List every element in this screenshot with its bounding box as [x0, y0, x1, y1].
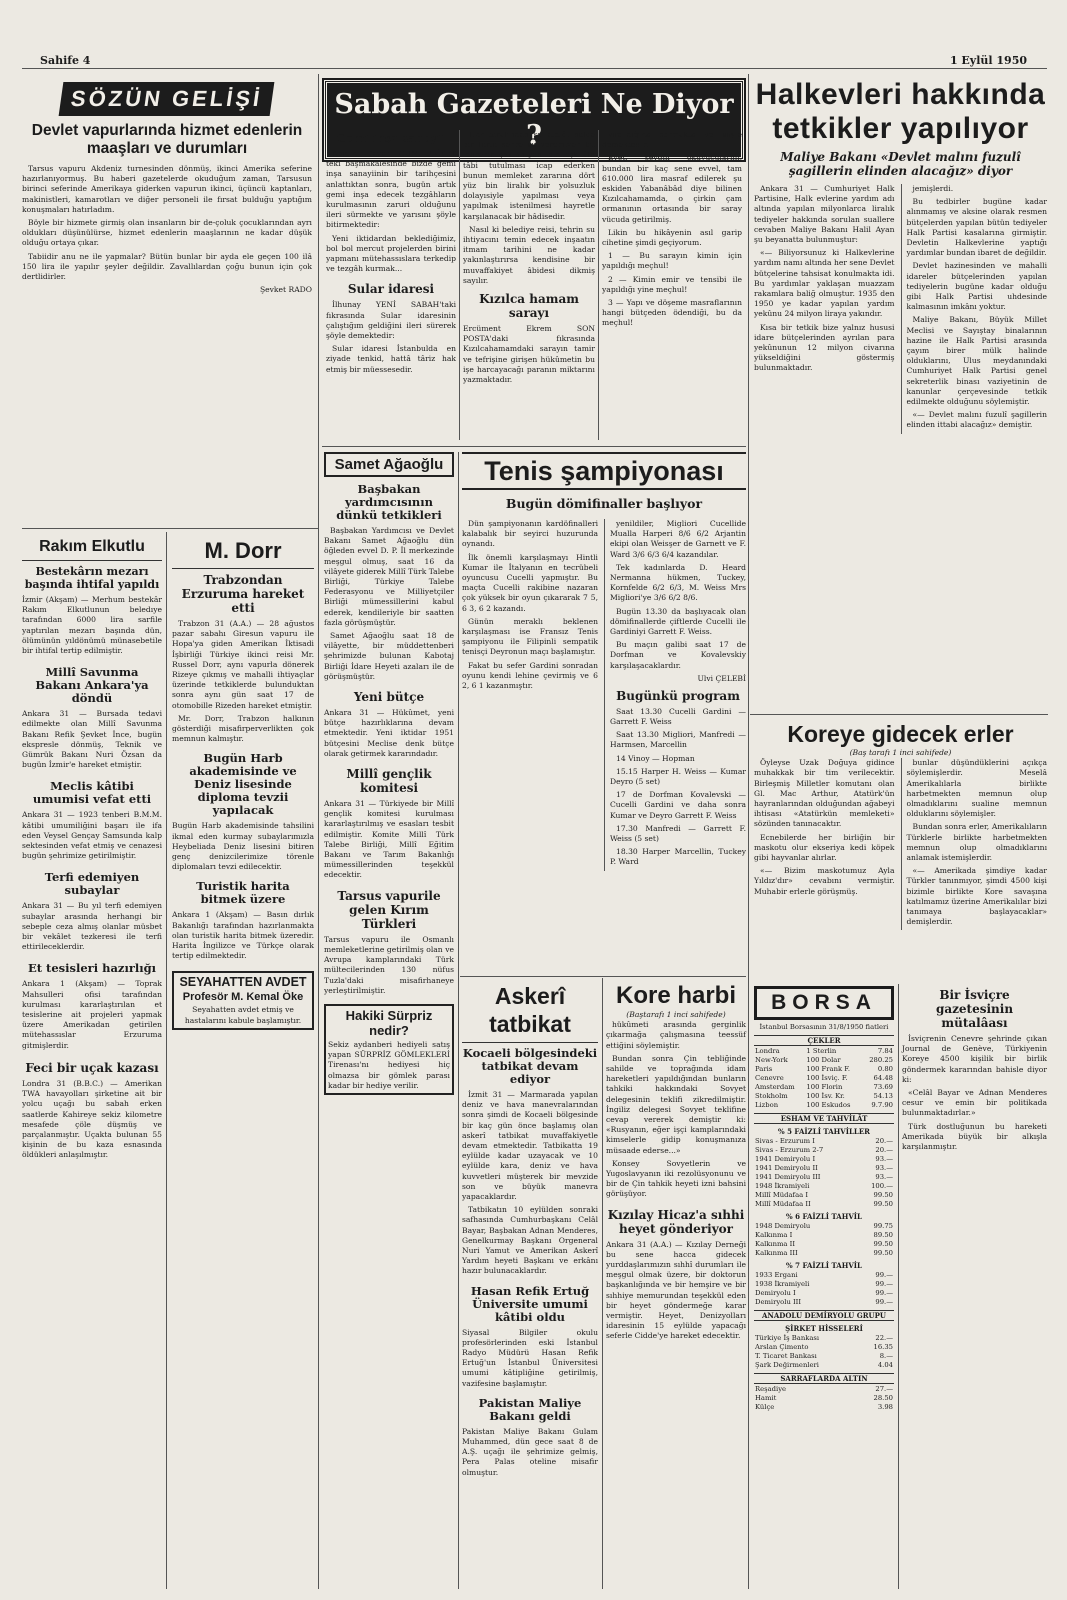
kore-body — [606, 1020, 746, 1199]
cell: 28.50 — [873, 1394, 893, 1403]
samet-column — [324, 452, 454, 1588]
cell: 1948 İkramiyeli — [755, 1182, 810, 1191]
faiz5-table — [754, 1137, 894, 1209]
ucak-kazasi-body: Londra 31 (B.B.C.) — Amerikan TWA havayolları şirketine ait bir yolcu uçağı bu sabah erken saatlerde Kahireye sekiz kilometre mesafede çöle düşmüş ve parçalanmıştır. Uçakta bulunan 55 kişinin de bu kaza esnasında öldükleri anlaşılmıştır. — [22, 1078, 162, 1160]
koreye-columns — [754, 758, 1047, 930]
cell: 99.75 — [873, 1222, 893, 1231]
surpriz-ad-body: Sekiz aydanberi hediyeli satış yapan SÜRPRİZ GÖMLEKLERİ Tirenası'nı hediyesi hiç olmazsa bir gömlek parası kadar bir hediye verilir. — [328, 1039, 450, 1090]
column-rule — [602, 978, 603, 1589]
cell: 99.50 — [873, 1191, 893, 1200]
tenis-paragraph: yenildiler, Migliori Cucellide Mualla Harperi 8/6 6/2 Arjantin ekipi olan Weisşer de Garnett ve F. Ward 3/6 6/3 6/4 kazandılar. — [610, 519, 746, 559]
koreye-paragraph: Bundan sonra erler, Amerikalıların Türklerle birlikte harbetmekten memnun olup olmadıklarını anlamak istemişlerdir. — [906, 822, 1047, 863]
koreye-headline: Koreye gidecek erler — [787, 721, 1014, 747]
table-row — [754, 1173, 894, 1182]
table-row — [754, 1271, 894, 1280]
tenis-col2-body — [610, 519, 746, 671]
column-rule — [459, 130, 460, 440]
table-row — [754, 1047, 894, 1056]
table-row — [754, 1231, 894, 1240]
cell: 100 Frank F. — [806, 1065, 851, 1074]
cell: Stokholm — [755, 1092, 788, 1101]
sozun-paragraph: Böyle bir hizmete girmiş olan insanların bir de-çoluk çocuklarından ayrı oldukları düşünülürse, hizmet edenlerin maaşlarının ne kadar düşük olduğu ortaya çıkar. — [22, 218, 312, 248]
isvicre-paragraph: «Celâl Bayar ve Adnan Menderes cesur ve emin bir politikada bulunmaktadırlar.» — [902, 1088, 1047, 1118]
cell: Amsterdam — [755, 1083, 795, 1092]
koreye-paragraph: Ecnebilerde her birliğin bir maskotu olur ekseriya kedi köpek gibi hayvanlar alırlar. — [754, 832, 895, 863]
et-tesisleri-body: Ankara 1 (Akşam) — Toprak Mahsulleri ofisi tarafından kurulması kararlaştırılan et tesislerine ait projeleri yapmak üzere Amerikadan getirilen mütehassıslar Erzuruma gitmişlerdir. — [22, 979, 162, 1050]
rakim-body: İzmir (Akşam) — Merhum bestekâr Rakım Elkutlunun beledıye tarafından 6000 lira sarfile yaptırılan mezarı başında dün, ölümünün yıldönümü münasebetile bir ihtifal tertip edilmiştir. — [22, 595, 162, 656]
halkevleri-subhead: Maliye Bakanı «Devlet malını fuzulî şagillerin elinden alacağız» diyor — [780, 150, 1021, 178]
tenis-paragraph: Dün şampiyonanın kardöfinalleri kalabalık bir seyirci huzurunda oynandı. — [462, 519, 598, 549]
sabah-col2-body — [463, 130, 595, 286]
isvicre-column — [902, 986, 1047, 1588]
samet-title: Başbakan yardımcısının dünkü tetkikleri — [336, 482, 442, 522]
milli-savunma-title: Millî Savunma Bakanı Ankara'ya döndü — [35, 665, 149, 706]
harb-akademisi-title: Bugün Harb akademisinde ve Deniz lisesinde diploma tevzii yapılacak — [189, 751, 297, 818]
cell: 100 İsviç. F. — [806, 1074, 848, 1083]
cell: Sivas - Erzurum 2-7 — [755, 1146, 824, 1155]
kore-headline: Kore harbi — [615, 982, 737, 1009]
sabah-paragraph: 2 — Kimin emir ve tensibi ile yapıldığı yine meçhul! — [602, 274, 742, 294]
cell: 7.84 — [877, 1047, 893, 1056]
samet-name: Samet Ağaoğlu — [324, 452, 454, 477]
cell: Arslan Çimento — [755, 1343, 809, 1352]
halkevleri-paragraph: Ankara 31 — Cumhuriyet Halk Partisine, Halk evlerine yardım adı altında yapılan milyonlarca liralık tediyeler hakkında sorulan suallere cevaben Maliye Bakanı Halil Ayan şu beyanatta bulunmuştur: — [754, 184, 895, 245]
isvicre-paragraph: Türk dostluğunun bu hareketi Amerikada büyük bir alkışla karşılanmıştır. — [902, 1121, 1047, 1152]
sabah-paragraph: Evet, sevgili okuyucularım, bundan bir kaç sene evvel, tam 610.000 lira masraf edilerek şu eskiden Yabanâbâd diye bilinen Kızılcahamamda, o çirkin çam ormanının ortasında bir saray vücuda getirilmiş. — [602, 153, 742, 224]
cell: T. Ticaret Bankası — [755, 1352, 817, 1361]
cell: 1933 Ergani — [755, 1271, 798, 1280]
cell: 100 Florin — [806, 1083, 843, 1092]
borsa-section — [754, 986, 894, 1588]
halkevleri-paragraph: «— Biliyorsunuz ki Halkevlerine yardım namı altında her sene Devlet bütçelerine tahsisat konulmakta idi. Bu yardımlar yaklaşan muazzam rakamlara baliğ olmuştur. 1935 den 1950 ye kadar yapılan yardım yekûnu 24 milyon liraya yakındır. — [754, 248, 895, 319]
dorr-name: M. Dorr — [204, 538, 282, 563]
cell: Kalkınma III — [755, 1249, 798, 1258]
table-row — [754, 1222, 894, 1231]
sabah-paragraph: 1 — Bu sarayın kimin için yapıldığı meçhul! — [602, 251, 742, 271]
borsa-date-line: İstanbul Borsasının 31/8/1950 fiatleri — [759, 1023, 889, 1031]
cell: Hamit — [755, 1394, 777, 1403]
cell: Cenevre — [755, 1074, 784, 1083]
program-line: 14 Vinoy — Hopman — [616, 753, 695, 763]
terfi-body: Ankara 31 — Bu yıl terfi edemiyen subaylar arasında herhangi bir sebeple ceza almış olanlar müsbet bir vekâlet tezkeresi ile terfi ettirileceklerdir. — [22, 901, 162, 952]
issue-date: 1 Eylül 1950 — [949, 54, 1027, 67]
table-row — [754, 1083, 894, 1092]
kore-paragraph: hükûmeti arasında gerginlik çıkarmağa çalışmasına teessüf ettiğini söylemiştir. — [606, 1020, 746, 1050]
table-row — [754, 1155, 894, 1164]
cell: 1941 Demiryolu III — [755, 1173, 821, 1182]
table-row — [754, 1352, 894, 1361]
milli-savunma-body: Ankara 31 — Bursada tedavi edilmekte olan Millî Savunma Bakanı Refik Şevket İnce, bugün ekspresle dönmüş, Teknik ve Gümrük Bakanı Nuri Özsan da bugün İzmir'e hareket etmiştir. — [22, 709, 162, 770]
tenis-col-1 — [462, 519, 598, 871]
section-rule — [750, 714, 1048, 715]
yeni-butce-body: Ankara 31 — Hükûmet, yeni bütçe hazırlıklarına devam etmektedir. Yeni iktidar 1951 bütçesini Meclise denk bütçe olarak getirmek kararındadır. — [324, 708, 454, 758]
program-line: 18.30 Harper Marcellin, Tuckey P. Ward — [610, 847, 746, 867]
cell: Şark Değirmenleri — [755, 1361, 819, 1370]
gemi-paragraph: Yeni iktidardan beklediğimiz, bol bol mercut projelerden birini yapmanı mütehassıslara terkedip ve tezgâh kurmak... — [326, 233, 456, 274]
sabah-col3-body — [602, 130, 742, 329]
meclis-katibi-title: Meclis kâtibi umumisi vefat etti — [32, 779, 152, 807]
cell: 1941 Demiryolu I — [755, 1155, 816, 1164]
ertug-body: Siyasal Bilgiler okulu profesörlerinden eski İstanbul Radyo Müdürü Hasan Refik Ertuğ'un İstanbul Üniversitesi umumi kâtipliğine getirilmiş, vazifesine başlamıştır. — [462, 1327, 598, 1388]
column-rule — [318, 74, 319, 1589]
tenis-paragraph: Bu maçın galibi saat 17 de Dorfman ve Kovalevskiy karşılaşacaklardır. — [610, 640, 746, 670]
cell: Kalkınma II — [755, 1240, 796, 1249]
koreye-paragraph: Öyleyse Uzak Doğuya gidince muhakkak bir tim verilecektir. Birleşmiş Milletler komutanı olan Gl. Mac Arthur, Atatürk'ün hayranlarından olduğundan ağabeyi ihtisası «Atatürkün memleketi» sözünden tanınacaktır. — [754, 758, 895, 829]
sabah-paragraph: Her tarafından su aldığı halde bir türlü şehre su veremiyen bu idarenin çoktan yeni bir teşkilâta tâbi tutulması icap ederken bunun memleket zararına dört yüz bin liralık bir yolsuzluk dolayısiyle yapılması veya yapılmak istenilmesi hayretle karşılanacak bir hâdisedir. — [463, 130, 595, 221]
cell: 1938 İkramiyeli — [755, 1280, 810, 1289]
askeri-column — [462, 982, 598, 1588]
koreye-note: (Baş tarafı 1 inci sahifede) — [849, 748, 952, 757]
faiz7-title: % 7 FAİZLİ TAHVİL — [786, 1261, 862, 1271]
table-row — [754, 1385, 894, 1394]
cell: 93.— — [875, 1164, 893, 1173]
isvicre-title: Bir İsviçre gazetesinin mütalâası — [935, 988, 1014, 1030]
kore-paragraph: Konsey Sovyetlerin ve Yugoslavyanın iki rezolüsyonunu ve bir de Çin tahkik heyeti izni bahsini görüşüyor. — [606, 1158, 746, 1199]
sozun-gelisi-column — [22, 82, 312, 522]
milli-genclik-body: Ankara 31 — Türkiyede bir Millî gençlik komitesi kurulması kararlaştırılmış ve esasları tesbit edilmiştir. Komite Millî Türk Talebe Birliği, Millî Eğitim Bakanı ve Tarım Bakanlığı mümessillerinden teşekkül edecektir. — [324, 799, 454, 880]
cell: 100 Dolar — [806, 1056, 841, 1065]
table-row — [754, 1394, 894, 1403]
rule — [22, 560, 162, 561]
faiz6-table — [754, 1222, 894, 1258]
table-row — [754, 1200, 894, 1209]
surpriz-ad-title: Hakiki Sürpriz nedir? — [345, 1007, 433, 1038]
halkevleri-paragraph: Devlet hazinesinden ve mahalli idareler bütçelerinden yapılan tediyelerin bugüne kadar olduğu gibi Halk Partisi uhdesinde kalmasının imkânı yoktur. — [906, 261, 1047, 312]
koreye-paragraph: «— Amerikada şimdiye kadar Türkler tanınmıyor, şimdi 4500 kişi bizimle birlikte Kore savaşına katılmamız üzerine Amerikalılar bizi tanımaya başlayacaklar» demişlerdir. — [906, 866, 1047, 927]
table-row — [754, 1137, 894, 1146]
column-rule — [598, 130, 599, 440]
samet-paragraph: Samet Ağaoğlu saat 18 de vilâyette, bir müddettenberi şehrimizde bulunan Kabotaj Birliği İdare Heyeti azaları ile de görüşmüştür. — [324, 631, 454, 681]
faiz5-title: % 5 FAİZLİ TAHVİLLER — [778, 1127, 870, 1137]
harb-akademisi-body: Bugün Harb akademisinde tahsilini ikmal eden kurmay subaylarımızla Heybeliada Deniz lisesini bitiren genç denizcilerimize törenle diplomaları tevzi edilecektir. — [172, 821, 314, 872]
cell: 3.98 — [877, 1403, 893, 1412]
column-rule — [898, 984, 899, 1589]
table-row — [754, 1403, 894, 1412]
kizilay-body: Ankara 31 (A.A.) — Kızılay Derneği bu sene hacca gidecek yurddaşlarımızın sıhhî durumları ile meşgul olmak üzere, bir doktorun başkanlığında ve bir hemşire ve bir sıhhiye memurundan teşekkül eden bir heyet göndermeğe karar vermiştir. Heyet, Denizyolları idaresinin 15 eylülde yapacağı seferle Cidde'ye hareket edecektir. — [606, 1239, 746, 1341]
sabah-banner: Sabah Gazeteleri Ne Diyor ? — [324, 80, 744, 160]
koreye-col-1 — [754, 758, 895, 930]
table-row — [754, 1164, 894, 1173]
cell: 280.25 — [869, 1056, 893, 1065]
sozun-headline: Devlet vapurlarında hizmet edenlerin maaşları ve durumları — [31, 122, 303, 157]
tenis-paragraph: Bugün 13.30 da başlıyacak olan dömifinallerde çiftlerde Cucelli ile Gardiniyi Garrett F. Weiss. — [610, 606, 746, 637]
terfi-title: Terfi edemiyen subaylar — [44, 870, 140, 898]
cell: 99.— — [875, 1298, 893, 1307]
cell: Demiryolu I — [755, 1289, 796, 1298]
kore-column — [606, 982, 746, 1588]
cell: 0.80 — [877, 1065, 893, 1074]
kore-paragraph: Bundan sonra Çin tebliğinde sahilde ve toprağında idam hareketleri yapıldığından bunların tahkiki hakkındaki Sovyet delegesinin teklifi zikredilmiştir. İngiliz delegesi Sovyet teklifine cevap vererek demiştir ki: «Rusyanın, eğer işçi kamplarındaki kimselerle gidip konuşmanıza müsaade ederse...» — [606, 1053, 746, 1155]
tenis-section — [462, 452, 746, 972]
askeri-paragraph: Tatbikatın 10 eylülden sonraki safhasında Cumhurbaşkanı Celâl Bayar, Başbakan Adnan Menderes, Genelkurmay Başkanı Orgeneral Nuri Yamut ve Amerikan Askerî Yardım heyeti Başkanı ve erkânı hazır bulunacaklardır. — [462, 1205, 598, 1276]
dorr-paragraph: Mr. Dorr, Trabzon halkının gösterdiği misafirperverlikten çok memnun kalmıştır. — [172, 713, 314, 744]
gemi-paragraph: Abidin Daver CUMHURİYET teki başmakalesinde bizde gemi inşa sanayiinin bir tarihçesini anlattıktan sonra, bugün artık gemi inşa edecek tezgâhların kurulmasının zaruri olduğunu ileri sürmekte ve yarısını şöyle bitirmektedir: — [326, 149, 456, 230]
isvicre-body — [902, 1034, 1047, 1152]
section-rule — [22, 528, 318, 529]
altin-title: SARRAFLARDA ALTIN — [754, 1373, 894, 1384]
program-line: Saat 13.30 Migliori, Manfredi — Harmsen, Marcellin — [610, 730, 746, 750]
anadolu-title: ANADOLU DEMİRYOLU GRUPU — [754, 1310, 894, 1321]
cell: 20.— — [875, 1137, 893, 1146]
table-row — [754, 1101, 894, 1110]
halkevleri-paragraph: Kısa bir tetkik bize yalnız hususi idare bütçelerinden ayrılan para yekûnunun 12 milyon civarına yükseldiğini göstermiş bulunmaktadır. — [754, 322, 895, 373]
sabah-paragraph: Nasıl ki belediye reisi, tehrin su ihtiyacını temin edecek inşaatın itmam tarihini ne kadar yakınlaştırırsa kendisine bir muvaffakiyet âbidesi dikmiş sayılır. — [463, 224, 595, 285]
section-rule — [460, 976, 746, 977]
program-line: 15.15 Harper H. Weiss — Kumar Deyro (5 set) — [610, 766, 746, 787]
column-rule — [748, 74, 749, 1589]
sular-idaresi-body — [326, 300, 456, 374]
sabah-paragraph: 3 — Yapı ve döşeme masraflarının hangi bütçeden ödendiği, bu da meçhul! — [602, 298, 742, 328]
turistik-harita-title: Turistik harita bitmek üzere — [196, 879, 290, 907]
rakim-title: Bestekârın mezarı başında ihtifal yapıldı — [24, 565, 160, 591]
program-line: 17 de Dorfman Kovalevski — Cucelli Gardini ve daha sonra Kumar ve Deyro Garrett F. Weiss — [610, 790, 746, 820]
cell: Reşadiye — [755, 1385, 787, 1394]
tenis-paragraph: İlk önemli karşılaşmayı Hintli Kumar ile İtalyanın en tecrübeli oyuncusu Cucelli yapmıştır. Bu maçta Cucelli rakibine nazaran çok yüksek bir oyun çıkararak 7 5, 6 3, 6 2 kazandı. — [462, 552, 598, 613]
ucak-kazasi-title: Feci bir uçak kazası — [25, 1060, 159, 1075]
yeni-butce-title: Yeni bütçe — [353, 690, 425, 705]
cell: Türkiye İş Bankası — [755, 1334, 820, 1343]
section-rule — [322, 446, 746, 447]
table-row — [754, 1182, 894, 1191]
cell: 99.— — [875, 1280, 893, 1289]
table-row — [754, 1092, 894, 1101]
sozun-gelisi-banner: SÖZÜN GELİŞİ — [59, 82, 275, 116]
cell: Demiryolu III — [755, 1298, 802, 1307]
cekler-title: ÇEKLER — [754, 1035, 894, 1046]
cell: 22.— — [875, 1334, 893, 1343]
halkevleri-col-2 — [901, 184, 1048, 434]
tenis-paragraph: Günün meraklı beklenen karşılaşması ise Fransız Tenis şampiyonu ile Filipinli sempatik tenisçi Deyronun maçı başlamıştır. — [462, 616, 598, 657]
cell: 99.— — [875, 1289, 893, 1298]
cell: Millî Müdafaa I — [755, 1191, 809, 1200]
kore-note: (Baştarafı 1 inci sahifede) — [626, 1010, 726, 1019]
koreye-paragraph: bunlar düşündüklerini açıkça söylemişlerdir. Meselâ Amerikalılarla birlikte harbetmekten memnun olup olmadıklarını sualine memnun olduklarını söylemişler. — [906, 758, 1047, 819]
cell: Külçe — [755, 1403, 775, 1412]
koreye-paragraph: «— Bizim maskotumuz Ayla Yıldız'dır» cevabını vermiştir. Muhabir erlerle görüşmüş. — [754, 866, 895, 896]
sular-paragraph: Sular idaresi İstanbulda en ziyade tenkid, hattâ târiz hak etmiş bir müessesedir. — [326, 344, 456, 374]
table-row — [754, 1240, 894, 1249]
cell: Sivas - Erzurum I — [755, 1137, 815, 1146]
program-line: 17.30 Manfredi — Garrett F. Weiss (5 set) — [610, 823, 746, 844]
cell: 100 İsv. Kr. — [806, 1092, 845, 1101]
table-row — [754, 1249, 894, 1258]
cell: Lizbon — [755, 1101, 779, 1110]
table-row — [754, 1191, 894, 1200]
milli-genclik-title: Millî gençlik komitesi — [346, 767, 432, 796]
table-row — [754, 1056, 894, 1065]
table-row — [754, 1343, 894, 1352]
folio — [0, 54, 1067, 67]
table-row — [754, 1361, 894, 1370]
altin-table — [754, 1385, 894, 1412]
rule — [462, 1042, 598, 1043]
et-tesisleri-title: Et tesisleri hazırlığı — [27, 961, 157, 976]
top-rule — [22, 68, 1047, 69]
cell: 73.69 — [873, 1083, 893, 1092]
cell: 93.— — [875, 1173, 893, 1182]
cell: New-York — [755, 1056, 788, 1065]
surpriz-ad — [324, 1004, 454, 1095]
esham-title: ESHAM VE TAHVİLÂT — [754, 1113, 894, 1124]
cell: 64.48 — [873, 1074, 893, 1083]
cell: 89.50 — [873, 1231, 893, 1240]
cell: Londra — [755, 1047, 780, 1056]
program-line: Saat 13.30 Cucelli Gardini — Garrett F. Weiss — [610, 706, 746, 727]
cell: 1 Sterlin — [806, 1047, 837, 1056]
cell: Kalkınma I — [755, 1231, 793, 1240]
cell: 54.13 — [873, 1092, 893, 1101]
faiz6-title: % 6 FAİZLİ TAHVİL — [786, 1212, 862, 1222]
tenis-paragraph: Tek kadınlarda D. Heard Nermanna hükmen, Tuckey, Kornfelde 6/2 6/3, M. Weiss Mrs Migliori'ye 3/6 6/2 8/6. — [610, 562, 746, 603]
hisse-table — [754, 1334, 894, 1370]
dorr-title: Trabzondan Erzuruma hareket etti — [181, 573, 305, 615]
table-row — [754, 1280, 894, 1289]
cell: 4.04 — [877, 1361, 893, 1370]
cell: 1948 Demiryolu — [755, 1222, 811, 1231]
program-title: Bugünkü program — [616, 688, 740, 703]
doctor-ad — [172, 971, 314, 1029]
koreye-section — [754, 720, 1047, 982]
halkevleri-paragraph: Maliye Bakanı, Büyük Millet Meclisi ve Sayıştay binalarının hazine ile Halk Partisi arasında çayım birer mülk halinde olduklarını, Ulus meydanındaki Cumhuriyet Halk Partisi genel sekreterlik binası vaziyetinin de kanunlar çerçevesinde tetkik edilmekte olduğunu söylemiştir. — [906, 315, 1047, 407]
cell: 8.— — [879, 1352, 893, 1361]
halkevleri-headline: Halkevleri hakkında tetkikler yapılıyor — [755, 78, 1046, 145]
dorr-column — [172, 538, 314, 1588]
pakistan-title: Pakistan Maliye Bakanı geldi — [478, 1395, 582, 1423]
rakim-name: Rakım Elkutlu — [39, 538, 145, 555]
halkevleri-columns — [754, 184, 1047, 434]
cell: Paris — [755, 1065, 773, 1074]
halkevleri-paragraph: Bu tedbirler bugüne kadar alınmamış ve aksine olarak resmen bütçelerden yapılan bütün tediyeler Halk Partisi kasalarına girmiştir. Devletin Halkevlerine yaptığı yardımlar bundan ibaret de değildir. — [906, 197, 1047, 258]
sabah-paragraph: yapıldığına sormakta ve şöyle demektedir: — [602, 130, 742, 150]
column-rule — [458, 452, 459, 1589]
ad-body: Seyahatten avdet etmiş ve hastalarını kabule başlamıştır. — [184, 1005, 302, 1025]
table-row — [754, 1146, 894, 1155]
cell: 16.35 — [873, 1343, 893, 1352]
samet-paragraph: Başbakan Yardımcısı ve Devlet Bakanı Samet Ağaoğlu dün öğleden evvel D. P. İl merkezinde meşgul olmuş, saat 16 da vilâyete giderek Millî Türk Talebe Birliği, Türkiye Talebe Federasyonu ve Milliyetçiler Birliği mümessillerini kabul ederek, kendileriyle bir saatten fazla görüşmüştür. — [324, 526, 454, 627]
cell: 1941 Demiryolu II — [755, 1164, 818, 1173]
cell: 99.— — [875, 1271, 893, 1280]
askeri-subhead: Kocaeli bölgesindeki tatbikat devam ediyor — [462, 1046, 598, 1086]
pakistan-body: Pakistan Maliye Bakanı Gulam Muhammed, dün gece saat 8 de A.Ş. uçağı ile şehrimize gelmiş, Pera Palas oteline misafir olmuştur. — [462, 1426, 598, 1477]
halkevleri-col-1 — [754, 184, 895, 434]
askeri-body — [462, 1090, 598, 1277]
tenis-paragraph: Fakat bu sefer Gardini sonradan oyunu kendi lehine çevirmiş ve 6 2, 6 1 kazanmıştır. — [462, 660, 598, 691]
kizilca-hamam-title: Kızılca hamam sarayı — [479, 292, 579, 321]
sozun-paragraph: Tarsus vapuru Akdeniz turnesinden dönmüş, ikinci Amerika seferine hazırlanıyormuş. Bu haberi gazetelerde okuduğum zaman, Tarsusun birinci seferinde Amerikaya giderken vapurun ikinci, üçüncü kaptanları, makinistleri, kamarotları ve diğer personeli ile fırsat bulduğu yaptığım konuşmaları hatırladım. — [22, 164, 312, 214]
kizilca-hamam-body: Ercüment Ekrem SON POSTA'daki fıkrasında Kızılcahamamdaki sarayın tamir ve tefrişine girişen hükûmetin bu işe harcayacağı paranın miktarını yazmaktadır. — [463, 324, 595, 385]
cell: 93.— — [875, 1155, 893, 1164]
faiz7-table — [754, 1271, 894, 1307]
cell: 100.— — [871, 1182, 893, 1191]
table-row — [754, 1298, 894, 1307]
left-news-column — [22, 538, 162, 1588]
cell: 99.50 — [873, 1249, 893, 1258]
hisse-title: ŞİRKET HİSSELERİ — [785, 1324, 863, 1334]
gemi-insa-title: Gemi inşa sanayii — [336, 132, 446, 145]
sabah-col-1 — [326, 130, 456, 440]
dorr-body — [172, 619, 314, 744]
cell: 99.50 — [873, 1200, 893, 1209]
gemi-insa-body — [326, 149, 456, 274]
tenis-subhead: Bugün dömifinaller başlıyor — [505, 496, 703, 511]
table-row — [754, 1289, 894, 1298]
kirim-turkleri-body: Tarsus vapuru ile Osmanlı memleketlerine getirilmiş olan ve Avrupa kamplarındaki Türk mültecilerinden 130 nüfus Tuzla'daki misafirhaneye yerleştirilmiştir. — [324, 934, 454, 995]
sozun-body — [22, 164, 312, 282]
rule — [172, 568, 314, 569]
sabah-col-3 — [602, 130, 742, 440]
cell: 9.7.90 — [871, 1101, 893, 1110]
cekler-table — [754, 1047, 894, 1110]
tenis-signature: Ulvi ÇELEBİ — [697, 673, 746, 683]
sabah-paragraph: Likin bu hikâyenin asıl garip cihetine şimdi geçiyorum. — [602, 227, 742, 248]
cell: 99.50 — [873, 1240, 893, 1249]
turistik-harita-body: Ankara 1 (Akşam) — Basın dırlık Bakanlığı tarafından hazırlanmakta olan turistik harita bitmek üzeredir. Harita İngilizce ve Türkçe olarak tertip edilmektedir. — [172, 910, 314, 961]
halkevleri-paragraph: jemişlerdi. — [912, 184, 954, 193]
sular-paragraph: İlhunay YENİ SABAH'taki fıkrasında Sular idaresinin çalıştığım geldiğini ileri sürerek şöyle demektedir: — [326, 300, 456, 341]
samet-body — [324, 526, 454, 682]
table-row — [754, 1334, 894, 1343]
program-body — [610, 707, 746, 868]
ad-name: Profesör M. Kemal Öke — [182, 991, 304, 1004]
askeri-headline: Askerî tatbikat — [489, 983, 571, 1037]
table-row — [754, 1074, 894, 1083]
kirim-turkleri-title: Tarsus vapurile gelen Kırım Türkleri — [337, 888, 441, 931]
page-number: Sahife 4 — [40, 54, 91, 67]
askeri-paragraph: İzmit 31 — Marmarada yapılan deniz ve hava manevralarından sonra şimdi de Kocaeli bölgesinde bir kaç gün önce başlamış olan askerî tatbikat muvaffakiyetle devam etmektedir. Tatbikatta 19 eylülde kadar uzayacak ve 10 eylülde kara, deniz ve hava kuvvetleri müşterek bir mevzide son ve büyük manevra yapacaklardır. — [462, 1090, 598, 1202]
cell: 100 Eskudos — [806, 1101, 851, 1110]
dorr-paragraph: Trabzon 31 (A.A.) — 28 ağustos pazar sabahı Giresun vapuru ile Hopa'ya giden Amerikan İktisadi İşbirliği Türkiye ikinci reisi Mr. Russel Dorr, aynı vapurla dönerek Rizeye çıkmış ve mahalli ihtiyaçlar üzerinde tetkiklerde bulunduktan sonra aynı gün saat 17 de otomobille Rizeden hareket etmiştir. — [172, 619, 314, 710]
halkevleri-section — [754, 78, 1047, 678]
sabah-col-2 — [463, 130, 595, 440]
sozun-paragraph: Tabiidir anu ne ile yapmalar? Bütün bunlar bir ayda ele geçen 100 ilâ 150 lira ile yapılır şeyler değildir. Zavallılardan çoğu bunun için çok dertlidirler. — [22, 251, 312, 282]
halkevleri-paragraph: «— Devlet malını fuzulî şagillerin elinden ittabi alacağız» demiştir. — [906, 410, 1047, 430]
sozun-signature: Şevket RADO — [259, 285, 312, 295]
cell: Millî Müdafaa II — [755, 1200, 811, 1209]
ad-title: SEYAHATTEN AVDET — [179, 975, 307, 990]
borsa-logo: BORSA — [754, 986, 894, 1020]
isvicre-paragraph: İsviçrenin Cenevre şehrinde çıkan Journal de Genève, Türkiyenin Koreye 4500 kişilik bir birlik göndermek kararından bahisle diyor ki: — [902, 1034, 1047, 1084]
tenis-headline: Tenis şampiyonası — [462, 452, 746, 490]
column-rule — [166, 532, 167, 1589]
tenis-columns — [462, 519, 746, 871]
cell: 27.— — [875, 1385, 893, 1394]
sular-idaresi-title: Sular idaresi — [347, 282, 435, 297]
tenis-col-2 — [604, 519, 746, 871]
table-row — [754, 1065, 894, 1074]
meclis-katibi-body: Ankara 31 — 1923 tenberi B.M.M. kâtibi umumiliğini başarı ile ifa eden Veysel Gençay Samsunda kalp sektesinden vefat etmiş ve cenazesi bugün şehrimize getirilmiştir. — [22, 810, 162, 861]
cell: 20.— — [875, 1146, 893, 1155]
kizilay-title: Kızılay Hicaz'a sıhhi heyet gönderiyor — [607, 1207, 745, 1236]
ertug-title: Hasan Refik Ertuğ Üniversite umumi kâtibi oldu — [470, 1283, 590, 1324]
koreye-col-2 — [901, 758, 1048, 930]
